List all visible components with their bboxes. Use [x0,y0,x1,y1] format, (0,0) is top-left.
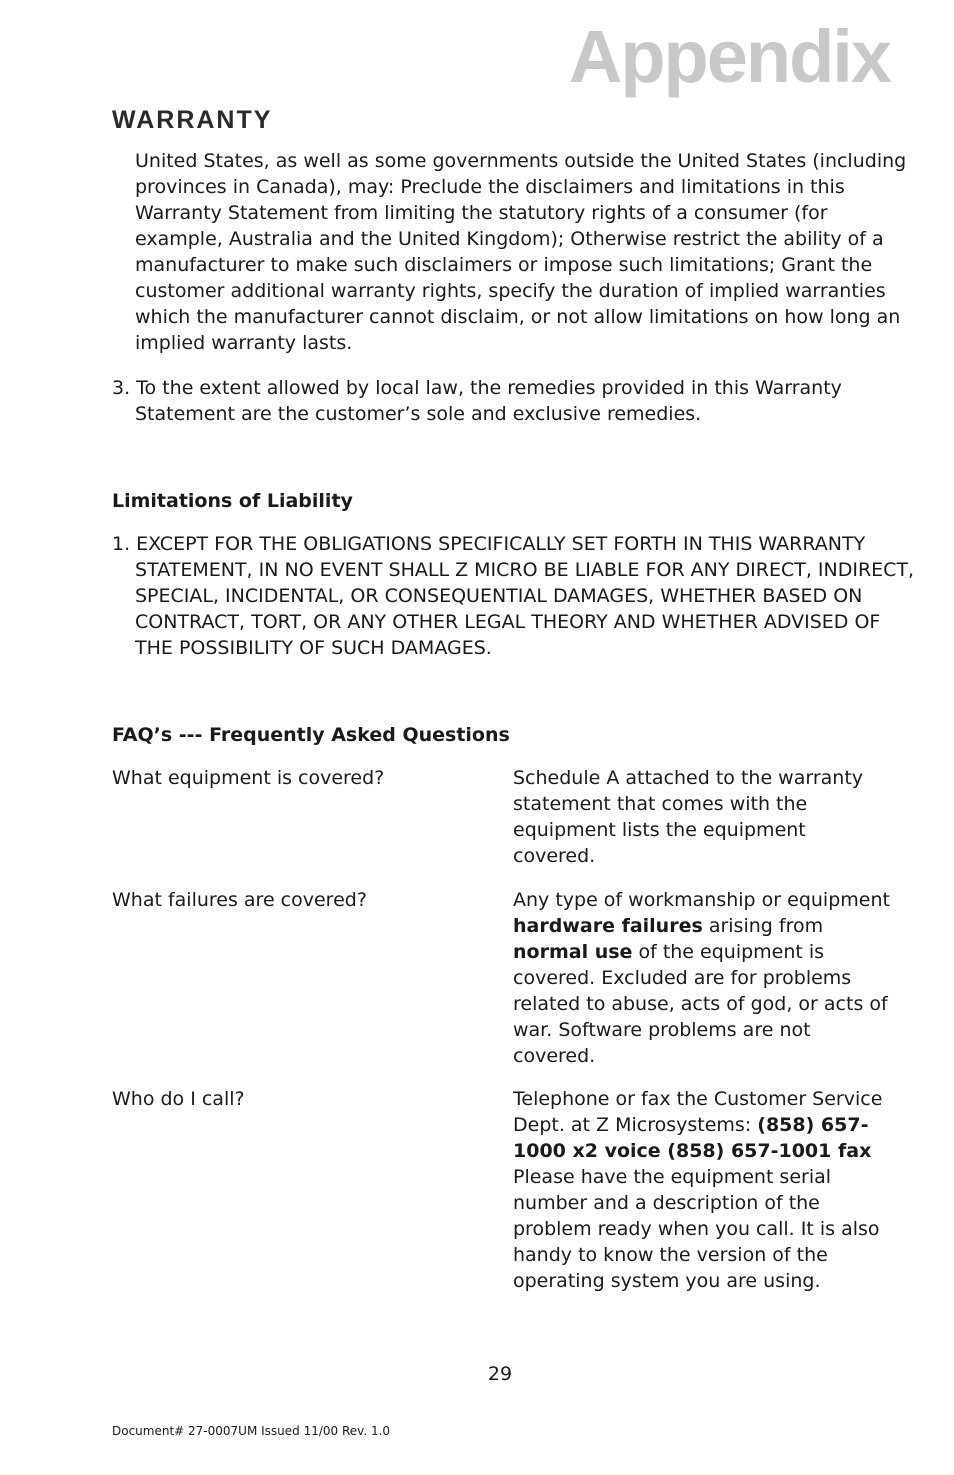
faq-answer-text: Any type of workmanship or equipment [513,889,890,911]
faq-answer-text: arising from [702,915,824,937]
faq-answer: Schedule A attached to the warranty statement that comes with the equipment lists the equipment covered. [513,767,864,867]
faq-answer-text: Telephone or fax the Customer Service Dept. at Z Microsystems: [513,1088,883,1136]
faq-heading: FAQ’s --- Frequently Asked Questions [112,724,510,746]
liability-heading: Limitations of Liability [112,490,353,512]
faq-answer-text: of the equipment is covered. Excluded are for problems related to abuse, acts of god, or acts of war. Software problems are not covered. [513,941,888,1067]
page-number: 29 [487,1363,513,1385]
faq-answer-emphasis: normal use [513,941,633,963]
faq-answer [513,1086,891,1294]
faq-answer-text: Please have the equipment serial number and a description of the problem ready when you call. It is also handy to know the version of the operating system you are using. [513,1166,880,1292]
faq-answer-emphasis: hardware failures [513,915,703,937]
section-title: WARRANTY [112,106,273,134]
faq-question: Who do I call? [112,1088,245,1110]
warranty-item-3: 3. To the extent allowed by local law, the remedies provided in this Warranty Statement are the customer’s sole and exclusive remedies. [112,377,842,425]
faq-answer [513,887,891,1069]
liability-item-1: 1. EXCEPT FOR THE OBLIGATIONS SPECIFICALLY SET FORTH IN THIS WARRANTY STATEMENT, IN NO EVENT SHALL Z MICRO BE LIABLE FOR ANY DIRECT, INDIRECT, SPECIAL, INCIDENTAL, OR CONSEQUENTIAL DAMAGES, WHETHER BASED ON CONTRACT, TORT, OR ANY OTHER LEGAL THEORY AND WHETHER ADVISED OF THE POSSIBILITY OF SUCH DAMAGES. [112,533,915,659]
faq-contact-numbers: (858) 657-1000 x2 voice (858) 657-1001 fax [513,1114,872,1162]
warranty-continued-paragraph: United States, as well as some governments outside the United States (including provinces in Canada), may: Preclude the disclaimers and limitations in this Warranty Statement from limiting the statutory rights of a consumer (for example, Australia and the United Kingdom); Otherwise restrict the ability of a manufacturer to make such disclaimers or impose such limitations; Grant the customer additional warranty rights, specify the duration of implied warranties which the manufacturer cannot disclaim, or not allow limitations on how long an implied warranty lasts. [135,150,907,354]
chapter-title: Appendix [568,15,890,98]
faq-question: What failures are covered? [112,889,367,911]
document-footer: Document# 27-0007UM Issued 11/00 Rev. 1.0 [112,1424,391,1438]
faq-question: What equipment is covered? [112,767,385,789]
